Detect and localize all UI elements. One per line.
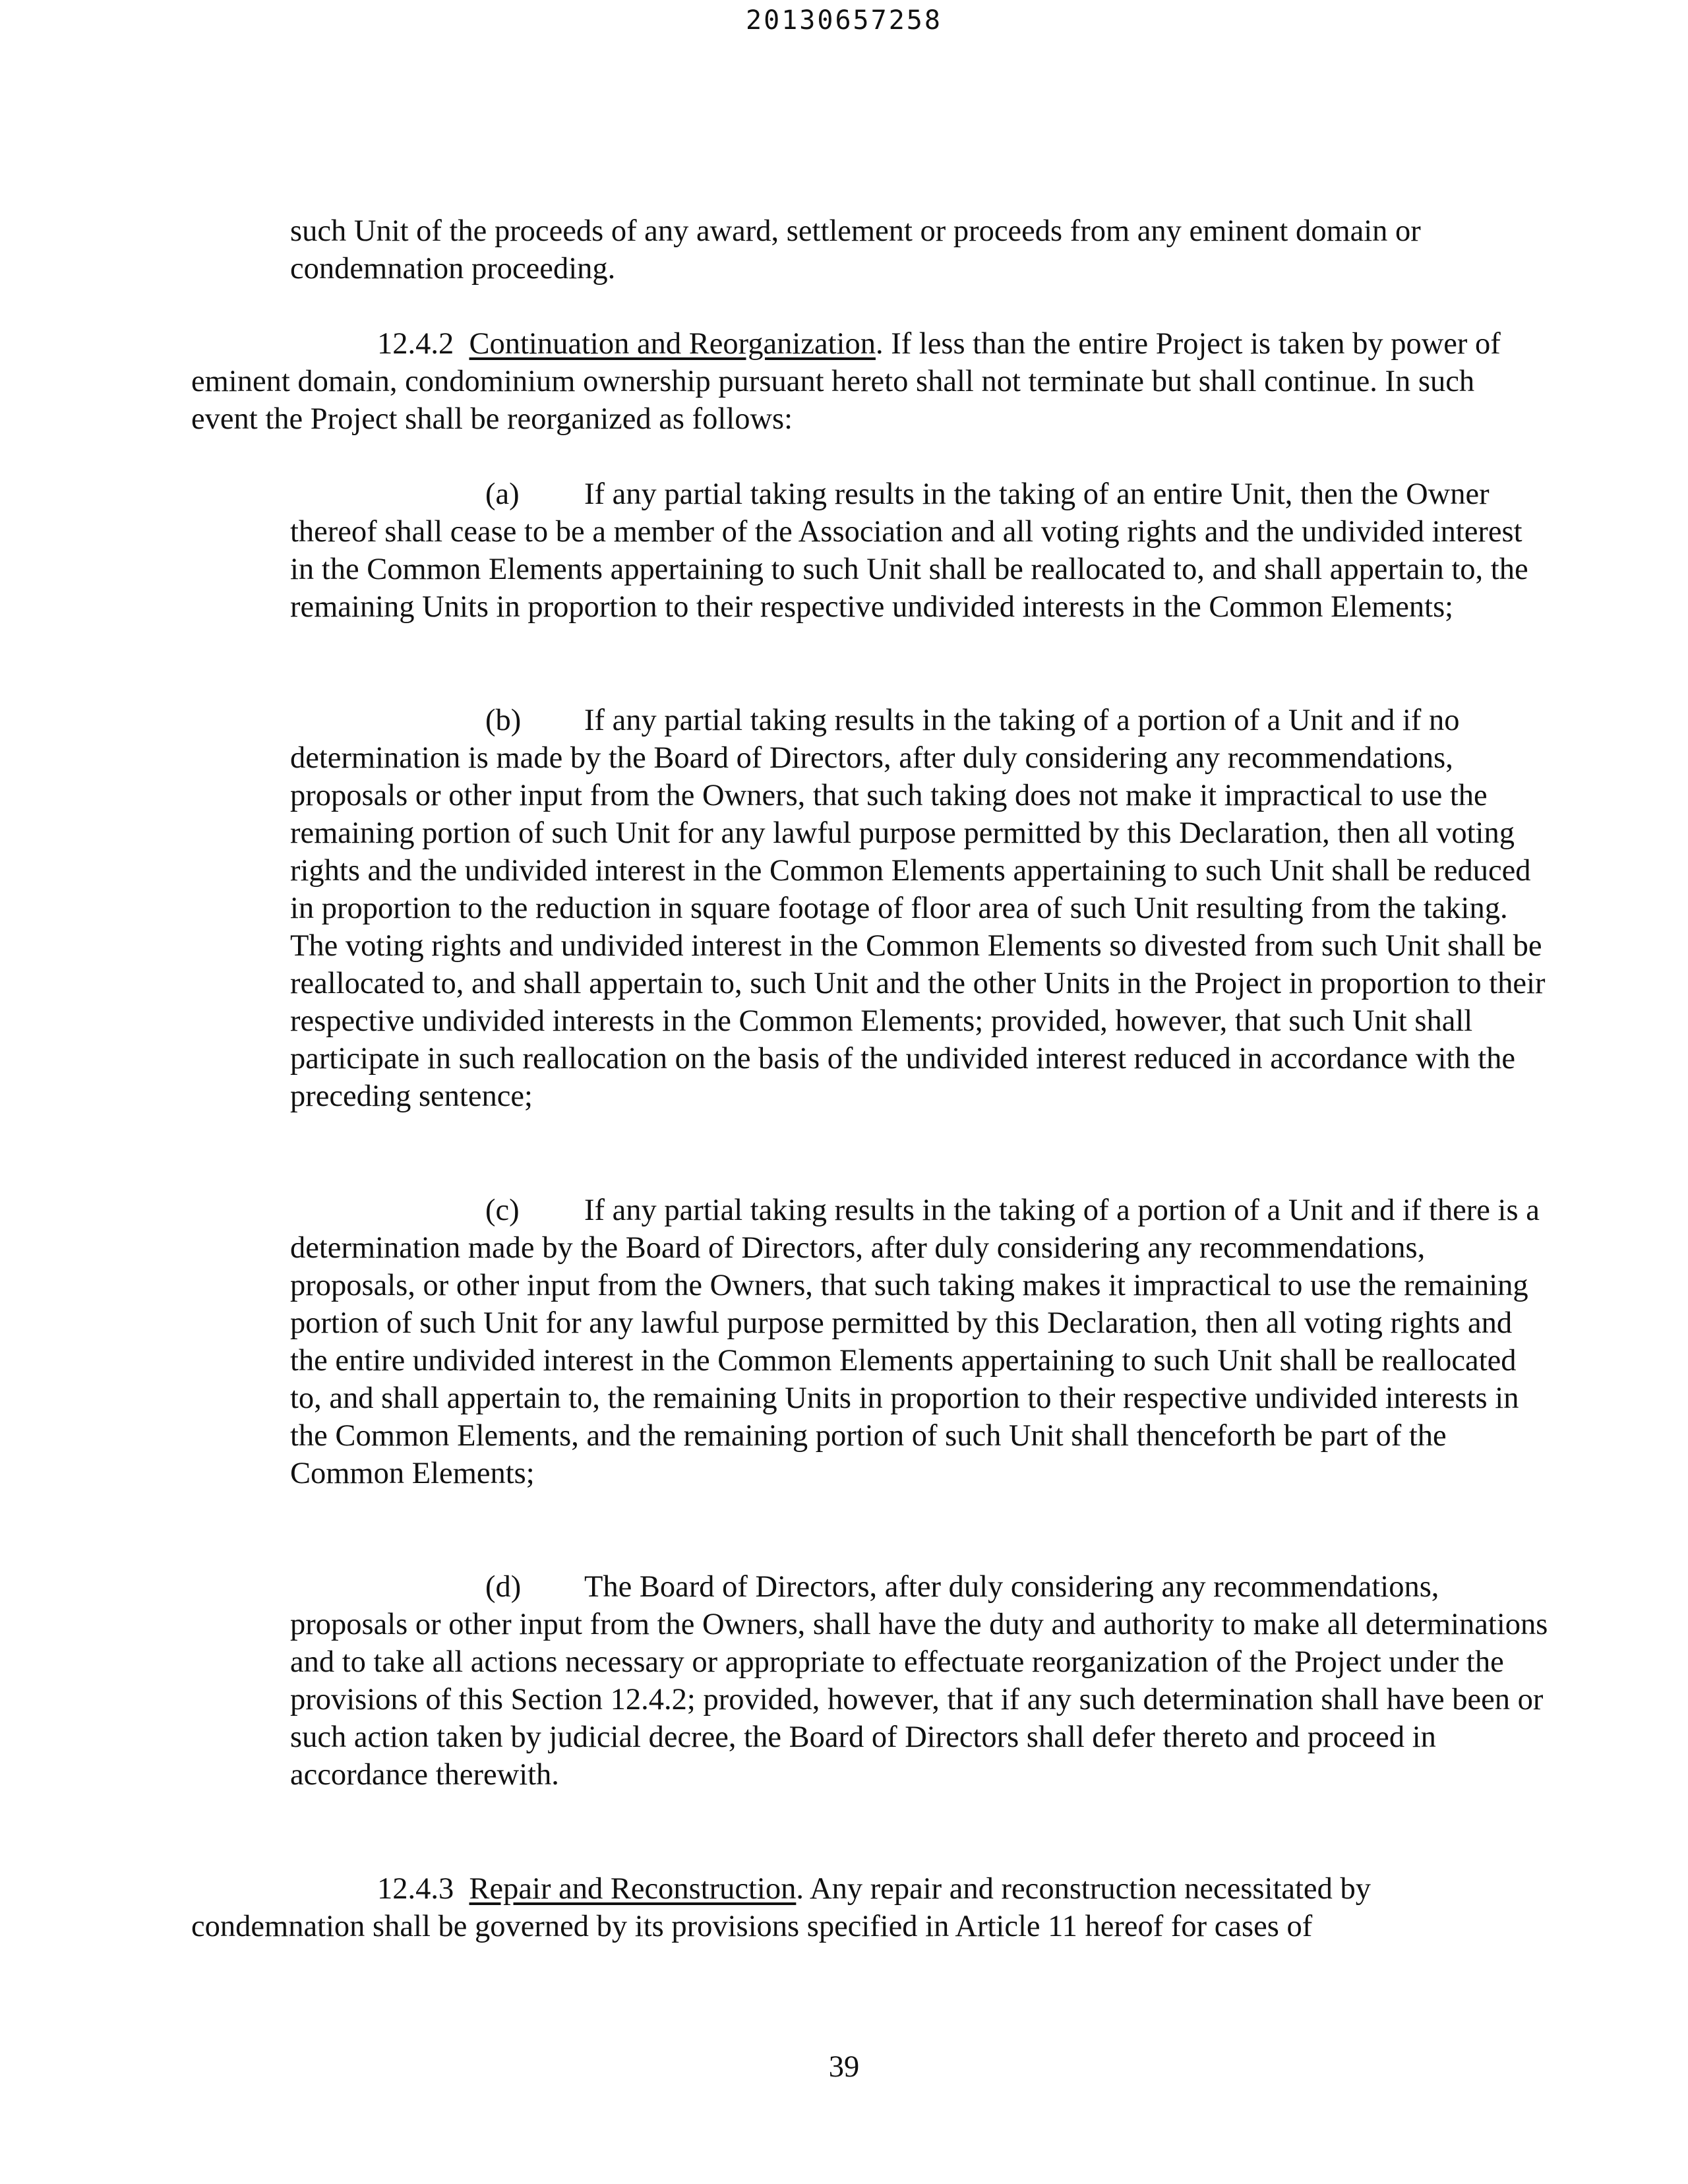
subsection-label: (b) (485, 704, 522, 737)
subsection-c (290, 1192, 1550, 1492)
section-number: 12.4.2 (377, 327, 454, 361)
subsection-label: (d) (485, 1570, 522, 1604)
subsection-text: If any partial taking results in the taking of a portion of a Unit and if there is a determination made by the Board of Directors, after duly considering any recommendations, proposals, or other input from the Owners, that such taking makes it impractical to use the remaining portion of such Unit for any lawful purpose permitted by this Declaration, then all voting rights and the entire undivided interest in the Common Elements appertaining to such Unit shall be reallocated to, and shall appertain to, the remaining Units in proportion to their respective undivided interests in the Common Elements, and the remaining portion of such Unit shall thenceforth be part of the Common Elements; (290, 1194, 1540, 1490)
page-number: 39 (828, 2050, 860, 2084)
continued-paragraph: such Unit of the proceeds of any award, settlement or proceeds from any eminent domain or condemnation proceeding. (290, 214, 1421, 286)
subsection-text: If any partial taking results in the taking of a portion of a Unit and if no determination is made by the Board of Directors, after duly considering any recommendations, proposals or other input from the Owners, that such taking does not make it impractical to use the remaining portion of such Unit for any lawful purpose permitted by this Declaration, then all voting rights and the undivided interest in the Common Elements appertaining to such Unit shall be reduced in proportion to the reduction in square footage of floor area of such Unit resulting from the taking. The voting rights and undivided interest in the Common Elements so divested from such Unit shall be reallocated to, and shall appertain to, such Unit and the other Units in the Project in proportion to their respective undivided interests in the Common Elements; provided, however, that such Unit shall participate in such reallocation on the basis of the undivided interest reduced in accordance with the preceding sentence; (290, 704, 1546, 1113)
section-number: 12.4.3 (377, 1872, 454, 1906)
subsection-d (290, 1568, 1550, 1794)
subsection-label: (a) (485, 477, 520, 511)
section-12-4-2 (191, 325, 1517, 438)
section-12-4-3 (191, 1870, 1517, 1945)
subsection-text: The Board of Directors, after duly considering any recommendations, proposals or other input from the Owners, shall have the duty and authority to make all determinations and to take all actions necessary or appropriate to effectuate reorganization of the Project under the provisions of this Section 12.4.2; provided, however, that if any such determination shall have been or such action taken by judicial decree, the Board of Directors shall defer thereto and proceed in accordance therewith. (290, 1570, 1548, 1792)
subsection-b (290, 702, 1550, 1115)
section-text: . Any repair and reconstruction necessitated by condemnation shall be governed by its provisions specified in Article 11 hereof for cases of (191, 1872, 1371, 1943)
document-number: 20130657258 (746, 5, 942, 36)
subsection-label: (c) (485, 1194, 520, 1227)
section-heading: Continuation and Reorganization (469, 327, 876, 361)
subsection-text: If any partial taking results in the taking of an entire Unit, then the Owner thereof shall cease to be a member of the Association and all voting rights and the undivided interest in the Common Elements appertaining to such Unit shall be reallocated to, and shall appertain to, the remaining Units in proportion to their respective undivided interests in the Common Elements; (290, 477, 1528, 624)
subsection-a (290, 475, 1550, 626)
section-text: . If less than the entire Project is taken by power of eminent domain, condominium ownership pursuant hereto shall not terminate but shall continue. In such event the Project shall be reorganized as follows: (191, 327, 1501, 436)
section-heading: Repair and Reconstruction (469, 1872, 797, 1906)
